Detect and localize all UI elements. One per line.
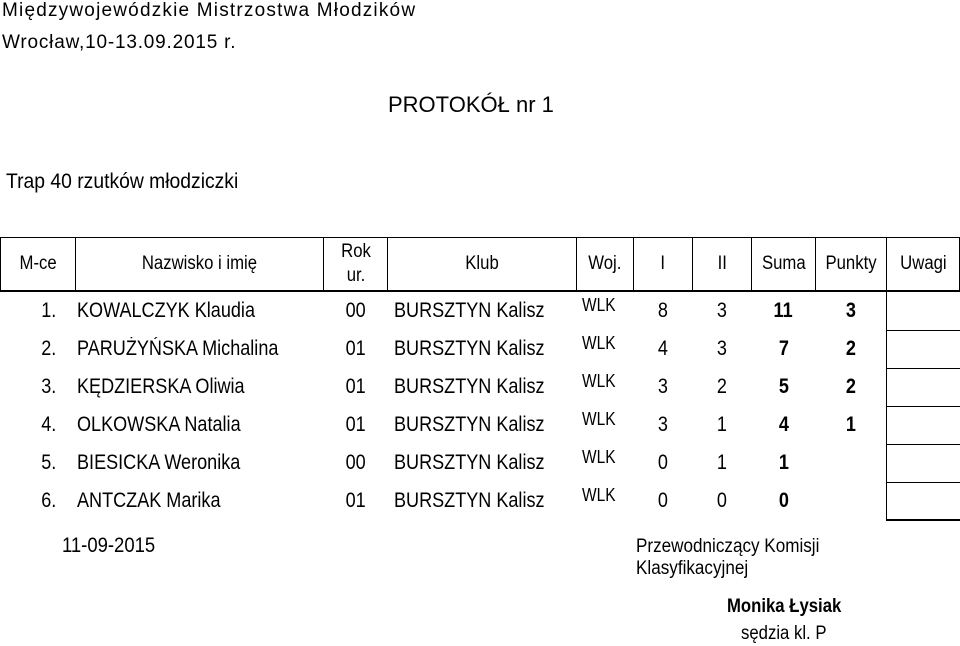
row-year: 00 [345,299,366,322]
row-uwagi [887,482,960,520]
row-round1: 0 [658,451,669,474]
row-suma: 7 [778,337,789,360]
row-round1: 3 [658,413,669,436]
judge-title: sędzia kl. P [741,623,827,644]
row-place: 3. [41,375,57,398]
row-year: 01 [345,489,366,512]
row-club: BURSZTYN Kalisz [393,299,545,322]
table-row [1,482,960,520]
col-header-club: Klub [388,238,576,292]
row-club: BURSZTYN Kalisz [393,337,545,360]
row-place: 2. [41,337,57,360]
row-round2: 1 [717,451,728,474]
col-header-woj: Woj. [576,238,633,292]
row-round2: 3 [717,337,728,360]
row-uwagi [887,444,960,482]
row-round2: 0 [717,489,728,512]
row-round2: 1 [717,413,728,436]
row-punkty [815,444,886,482]
col-header-suma: Suma [752,238,815,292]
col-header-round1: I [634,238,693,292]
table-header-row [1,238,960,292]
col-header-uwagi: Uwagi [887,238,960,292]
row-name: ANTCZAK Marika [76,489,221,512]
table-row [1,368,960,406]
row-name: OLKOWSKA Natalia [76,413,241,436]
row-suma: 11 [774,299,794,322]
col-header-round2: II [693,238,752,292]
results-table [0,237,960,521]
row-punkty [815,482,886,520]
table-row [1,330,960,368]
col-header-year: Rok ur. [323,238,387,292]
row-punkty: 2 [845,337,856,360]
row-woj: WLK [582,447,616,467]
row-place: 5. [41,451,57,474]
col-header-punkty: Punkty [815,238,886,292]
row-suma: 5 [778,375,789,398]
row-woj: WLK [582,485,616,505]
row-name: KĘDZIERSKA Oliwia [76,375,245,398]
row-suma: 0 [778,489,789,512]
row-punkty: 1 [845,413,856,436]
row-round2: 3 [717,299,728,322]
col-header-place: M-ce [1,238,76,292]
row-place: 1. [41,299,57,322]
row-punkty: 2 [845,375,856,398]
row-year: 01 [345,337,366,360]
row-woj: WLK [582,295,616,315]
row-woj: WLK [582,409,616,429]
table-row [1,291,960,330]
row-round1: 0 [658,489,669,512]
row-woj: WLK [582,333,616,353]
protocol-date: 11-09-2015 [62,534,156,557]
row-suma: 4 [778,413,789,436]
row-uwagi [887,368,960,406]
row-name: BIESICKA Weronika [76,451,240,474]
row-round2: 2 [717,375,728,398]
row-uwagi [887,291,960,330]
row-place: 4. [41,413,57,436]
table-row [1,444,960,482]
row-year: 00 [345,451,366,474]
row-club: BURSZTYN Kalisz [393,413,545,436]
row-round1: 8 [658,299,669,322]
row-place: 6. [41,489,57,512]
row-club: BURSZTYN Kalisz [393,451,545,474]
row-round1: 3 [658,375,669,398]
row-name: KOWALCZYK Klaudia [76,299,255,322]
table-row [1,406,960,444]
protocol-title: PROTOKÓŁ nr 1 [388,92,554,117]
row-suma: 1 [778,451,789,474]
judge-name: Monika Łysiak [727,596,842,617]
row-club: BURSZTYN Kalisz [393,489,545,512]
col-header-name: Nazwisko i imię [76,238,324,292]
row-year: 01 [345,413,366,436]
event-place-date: Wrocław,10-13.09.2015 r. [2,32,237,53]
row-punkty: 3 [845,299,856,322]
chair-label: Przewodniczący Komisji Klasyfikacyjnej [636,536,820,579]
row-club: BURSZTYN Kalisz [393,375,545,398]
row-name: PARUŻYŃSKA Michalina [76,337,279,360]
row-uwagi [887,330,960,368]
competition-subtitle: Trap 40 rzutków młodziczki [6,170,239,193]
row-uwagi [887,406,960,444]
event-title: Międzywojewódzkie Mistrzostwa Młodzików [2,0,417,21]
row-round1: 4 [658,337,669,360]
row-year: 01 [345,375,366,398]
row-woj: WLK [582,371,616,391]
